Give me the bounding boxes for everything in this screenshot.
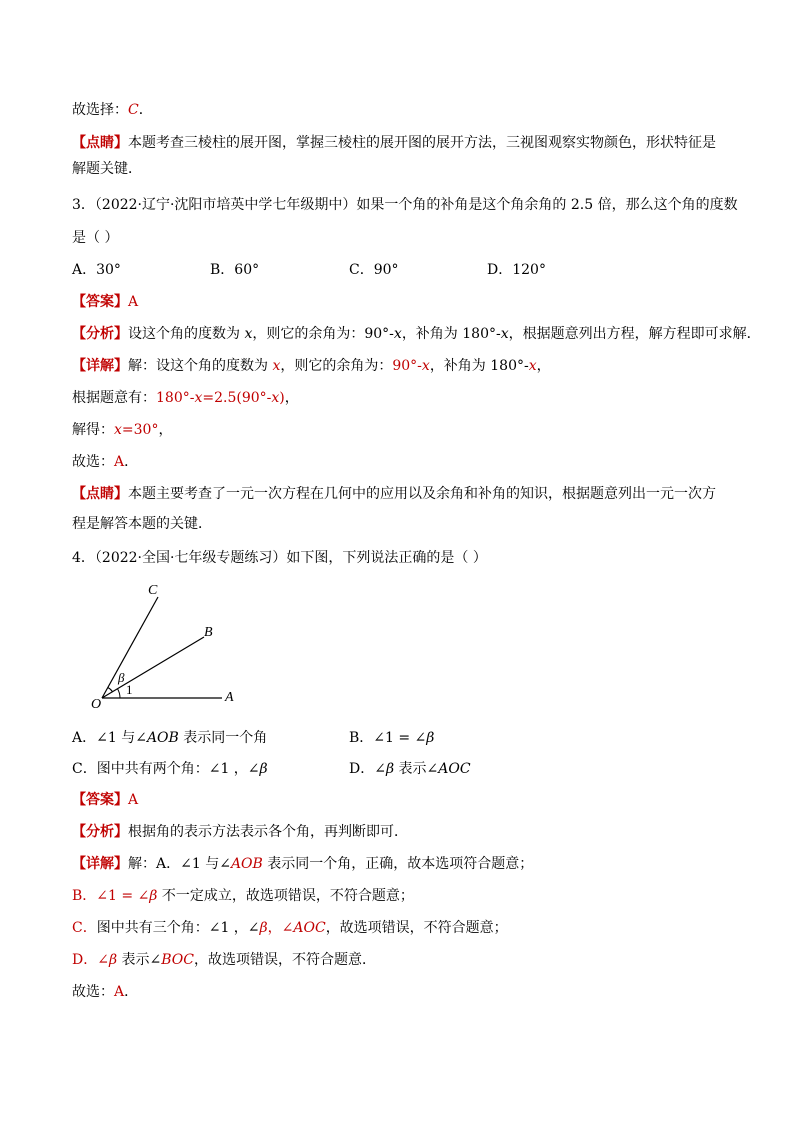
- label-beta: β: [118, 670, 125, 685]
- q4-choose-value: A: [114, 984, 125, 1000]
- q4-stem-text: 4．（2022·全国·七年级专题练习）如下图，下列说法正确的是（ ）: [72, 550, 487, 566]
- q4-option-c: [72, 759, 268, 779]
- label-a: A: [225, 690, 234, 705]
- prev-answer-label: 故选择：: [72, 102, 128, 118]
- prev-comment-text-2: 解题关键．: [72, 161, 142, 177]
- angle-arc-1: [118, 689, 121, 698]
- q4-detail-text: ，∠: [267, 920, 294, 936]
- q3-solve-line: [72, 420, 172, 440]
- q3-detail-text: ，补角为 180°-: [429, 358, 529, 374]
- answer-tag: 【答案】: [72, 294, 128, 310]
- q3-detail-text: ，: [536, 358, 551, 374]
- prev-comment-text-1: 本题考查三棱柱的展开图，掌握三棱柱的展开图的展开方法，三视图观察实物颜色，形状特征是: [128, 135, 716, 151]
- q3-equation-line: [72, 388, 299, 408]
- label-b: B: [204, 625, 213, 640]
- q4-detail-text: ∠1 = ∠: [96, 888, 150, 904]
- q4-choose-label: 故选：: [72, 984, 114, 1000]
- q3-stem-line-1: [72, 195, 738, 215]
- q4-option-a-angle: AOB: [146, 730, 179, 746]
- q4-choose-line: [72, 982, 138, 1002]
- angle-arc-beta: [108, 688, 113, 692]
- var-x: x: [421, 358, 430, 374]
- q3-comment-line-2: [72, 514, 212, 534]
- prev-answer-line: [72, 100, 153, 120]
- prev-answer-value: C: [128, 102, 139, 118]
- q4-choose-suffix: ．: [124, 984, 139, 1000]
- q3-option-a: A．30°: [72, 262, 121, 278]
- q3-answer-value: A: [128, 294, 139, 310]
- q3-solve-end: ，: [158, 422, 173, 438]
- q4-option-b-beta: β: [426, 730, 435, 746]
- angle-figure: [80, 575, 250, 715]
- q3-solve-label: 解得：: [72, 422, 114, 438]
- q4-detail-line-3: [72, 918, 508, 938]
- q4-detail-angle: AOB: [230, 856, 263, 872]
- q3-option-b: B．60°: [210, 262, 260, 278]
- q3-analysis-text: ，则它的余角为：90°-: [252, 326, 394, 342]
- q4-option-d-angle: AOC: [438, 761, 471, 777]
- q3-detail-text: 解：设这个角的度数为: [128, 358, 273, 374]
- q4-option-b: [349, 728, 434, 748]
- q3-stem-text-1: 3．（2022·辽宁·沈阳市培英中学七年级期中）如果一个角的补角是这个角余角的 2.5 倍，那么这个角的度数: [72, 197, 738, 213]
- q4-detail-angle: AOC: [293, 920, 326, 936]
- q4-answer-line: [72, 790, 138, 810]
- q3-eq-part: 180°-: [156, 390, 195, 406]
- q3-choose-line: [72, 452, 138, 472]
- q4-detail-beta: β: [259, 920, 268, 936]
- label-o: O: [91, 697, 102, 712]
- analysis-tag: 【分析】: [72, 824, 128, 840]
- q3-analysis-text: ，根据题意列出方程，解方程即可求解．: [508, 326, 761, 342]
- q4-detail-line-2: [72, 886, 414, 906]
- q3-option-d: D．120°: [487, 262, 546, 278]
- q4-detail-angle: BOC: [161, 952, 194, 968]
- q4-detail-text: 解：A．∠1 与∠: [128, 856, 231, 872]
- q4-option-d: [349, 759, 471, 779]
- var-x: x: [194, 390, 203, 406]
- ray-ob: [102, 637, 204, 698]
- var-x: x: [244, 326, 253, 342]
- q3-stem-line-2: [72, 228, 118, 248]
- var-x: x: [272, 358, 281, 374]
- q4-detail-letter: C．: [72, 920, 97, 936]
- prev-comment-line-2: [72, 159, 142, 179]
- var-x: x: [528, 358, 537, 374]
- q3-comment-text-2: 程是解答本题的关键．: [72, 516, 212, 532]
- q4-option-d-beta: β: [385, 761, 395, 777]
- q4-detail-text: ，故选项错误，不符合题意．: [194, 952, 376, 968]
- q3-eq-part: =2.5(90°-: [202, 390, 272, 406]
- q3-comment-text-1: 本题主要考查了一元一次方程在几何中的应用以及余角和补角的知识，根据题意列出一元一次方: [128, 486, 716, 502]
- var-x: x: [500, 326, 509, 342]
- q4-detail-line-1: [72, 854, 533, 874]
- q3-detail-text: ，则它的余角为：: [280, 358, 393, 374]
- comment-tag: 【点睛】: [72, 486, 128, 502]
- q3-eq-label: 根据题意有：: [72, 390, 156, 406]
- q4-option-b-text: B．∠1 = ∠: [349, 730, 427, 746]
- answer-tag: 【答案】: [72, 792, 128, 808]
- q4-detail-text: 不一定成立，故选项错误，不符合题意；: [157, 888, 414, 904]
- detail-tag: 【详解】: [72, 358, 128, 374]
- analysis-tag: 【分析】: [72, 326, 128, 342]
- q3-option-c: C．90°: [349, 262, 399, 278]
- var-x: x: [393, 326, 402, 342]
- q4-stem-line: [72, 548, 487, 568]
- q4-option-d-text: 表示∠: [394, 761, 439, 777]
- q3-detail-line: [72, 356, 551, 376]
- q4-option-a-text: 表示同一个角: [178, 730, 268, 746]
- q4-option-c-text: C．图中共有两个角：∠1 ，∠: [72, 761, 260, 777]
- q3-solve-value: =30°: [121, 422, 159, 438]
- q4-detail-beta: β: [108, 952, 118, 968]
- q3-eq-part: ): [279, 390, 285, 406]
- q4-detail-text: 图中共有三个角：∠1 ，∠: [96, 920, 260, 936]
- q3-eq-end: ，: [284, 390, 299, 406]
- q3-comment-line-1: [72, 484, 716, 504]
- q4-detail-text: 表示同一个角，正确，故本选项符合题意；: [262, 856, 534, 872]
- q3-detail-text: 90°-: [392, 358, 422, 374]
- q4-answer-value: A: [128, 792, 139, 808]
- q3-stem-text-2: 是（ ）: [72, 230, 119, 246]
- q4-option-a: [72, 728, 267, 748]
- q4-option-a-text: A．∠1 与∠: [72, 730, 147, 746]
- q4-detail-beta: β: [149, 888, 158, 904]
- q4-detail-letter: B．: [72, 888, 97, 904]
- q4-analysis-text: 根据角的表示方法表示各个角，再判断即可．: [128, 824, 408, 840]
- q3-choose-value: A: [114, 454, 125, 470]
- q4-analysis-line: [72, 822, 408, 842]
- q4-detail-text: 表示∠: [117, 952, 162, 968]
- var-x: x: [114, 422, 122, 438]
- q4-option-d-text: D．∠: [349, 761, 386, 777]
- q3-analysis-text: ，补角为 180°-: [401, 326, 501, 342]
- q4-detail-line-4: [72, 950, 376, 970]
- prev-comment-line-1: [72, 133, 716, 153]
- comment-tag: 【点睛】: [72, 135, 128, 151]
- label-c: C: [148, 583, 158, 598]
- q4-option-c-beta: β: [259, 761, 268, 777]
- detail-tag: 【详解】: [72, 856, 128, 872]
- q3-choose-label: 故选：: [72, 454, 114, 470]
- q4-detail-text: ，故选项错误，不符合题意；: [325, 920, 508, 936]
- var-x: x: [271, 390, 280, 406]
- prev-answer-suffix: ．: [138, 102, 153, 118]
- q3-answer-line: [72, 292, 138, 312]
- q3-analysis-line: [72, 324, 761, 344]
- q4-detail-text: ∠: [97, 952, 109, 968]
- q4-detail-letter: D．: [72, 952, 98, 968]
- q3-analysis-text: 设这个角的度数为: [128, 326, 245, 342]
- label-1: 1: [126, 682, 133, 697]
- q3-choose-suffix: ．: [124, 454, 139, 470]
